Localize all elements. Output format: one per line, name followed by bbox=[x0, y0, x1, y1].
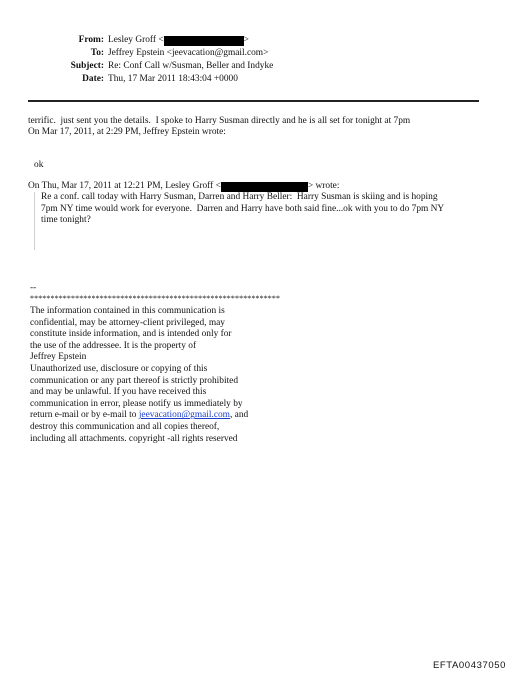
signature-dashes: -- bbox=[30, 283, 37, 293]
reply-ok: ok bbox=[34, 160, 44, 170]
notice-line: confidential, may be attorney-client privileged, may bbox=[30, 317, 225, 328]
quoted-intro-start: On Thu, Mar 17, 2011 at 12:21 PM, Lesley Groff < bbox=[28, 181, 221, 191]
date-label: Date: bbox=[82, 74, 104, 84]
from-close: > bbox=[243, 35, 249, 45]
reply-line-1: terrific. just sent you the details. I spoke to Harry Susman directly and he is all set for tonight at 7pm bbox=[28, 116, 411, 126]
header-from-row bbox=[28, 34, 488, 47]
header-subject-row bbox=[28, 60, 488, 73]
notice-line: communication or any part thereof is strictly prohibited bbox=[30, 375, 239, 386]
quoted-message bbox=[34, 192, 481, 250]
subject-value: Re: Conf Call w/Susman, Beller and Indyke bbox=[108, 61, 274, 71]
notice-line: communication in error, please notify us immediately by bbox=[30, 398, 243, 409]
notice-line: the use of the addressee. It is the property of bbox=[30, 340, 197, 351]
quoted-line: Re a conf. call today with Harry Susman, Darren and Harry Beller: Harry Susman is skiing and is hoping bbox=[41, 192, 438, 202]
notice-line: constitute inside information, and is intended only for bbox=[30, 329, 232, 340]
reply-line-2: On Mar 17, 2011, at 2:29 PM, Jeffrey Epstein wrote: bbox=[28, 127, 226, 137]
quoted-intro-end: > wrote: bbox=[307, 181, 340, 191]
to-label: To: bbox=[90, 48, 104, 58]
header-date-row bbox=[28, 73, 488, 86]
from-value bbox=[108, 34, 249, 47]
redaction-bar bbox=[221, 182, 308, 192]
notice-line: The information contained in this communication is bbox=[30, 306, 225, 316]
date-value: Thu, 17 Mar 2011 18:43:04 +0000 bbox=[108, 74, 238, 84]
confidentiality-notice bbox=[30, 306, 248, 445]
subject-label: Subject: bbox=[70, 61, 104, 71]
quoted-line: 7pm NY time would work for everyone. Darren and Harry have both said fine...ok with you to do 7pm NY bbox=[41, 203, 445, 214]
notify-prefix: return e-mail or by e-mail to bbox=[30, 410, 139, 421]
header-divider bbox=[28, 100, 479, 102]
from-name: Lesley Groff < bbox=[108, 35, 164, 45]
document-id: EFTA00437050 bbox=[432, 660, 506, 671]
email-link[interactable]: jeevacation@gmail.com bbox=[138, 410, 230, 421]
notice-line: and may be unlawful. If you have received this bbox=[30, 387, 207, 398]
from-label: From: bbox=[78, 35, 104, 45]
redaction-bar bbox=[164, 36, 244, 46]
email-header bbox=[28, 34, 488, 86]
quoted-line: time tonight? bbox=[41, 215, 91, 225]
notice-line: including all attachments. copyright -all rights reserved bbox=[30, 433, 238, 444]
notify-suffix: , and bbox=[229, 410, 249, 421]
separator-stars: ************************************************************* bbox=[30, 294, 281, 303]
notice-line: Jeffrey Epstein bbox=[30, 352, 87, 363]
notice-line-notify bbox=[30, 410, 248, 422]
to-value: Jeffrey Epstein <jeevacation@gmail.com> bbox=[108, 48, 269, 58]
header-to-row bbox=[28, 47, 488, 60]
notice-line: destroy this communication and all copies thereof, bbox=[30, 421, 220, 432]
notice-line: Unauthorized use, disclosure or copying of this bbox=[30, 363, 208, 374]
quoted-intro bbox=[28, 181, 339, 193]
